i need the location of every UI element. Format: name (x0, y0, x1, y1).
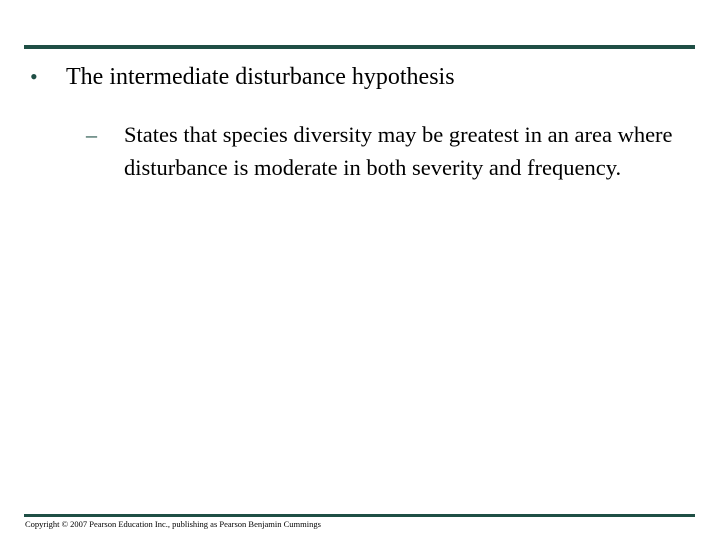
main-bullet-text: The intermediate disturbance hypothesis (66, 64, 455, 90)
main-bullet (30, 62, 455, 92)
sub-bullet-text: States that species diversity may be greatest in an area where disturbance is moderate in both severity and frequency. (124, 122, 673, 180)
top-divider-line (24, 45, 695, 49)
bullet-icon: • (30, 64, 38, 89)
dash-icon: – (86, 122, 97, 147)
copyright-notice: Copyright © 2007 Pearson Education Inc., publishing as Pearson Benjamin Cummings (25, 519, 321, 529)
bottom-divider-line (24, 514, 695, 517)
sub-bullet (86, 118, 720, 184)
